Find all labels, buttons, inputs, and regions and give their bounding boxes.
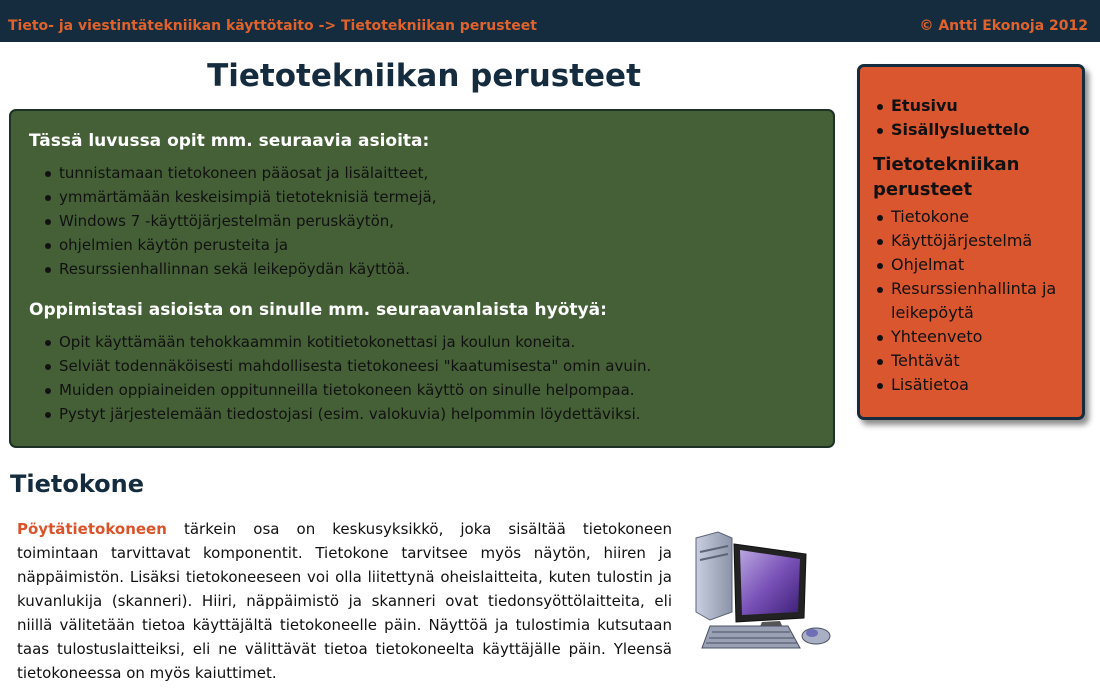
intro-heading-benefit: Oppimistasi asioista on sinulle mm. seuraavanlaista hyötyä: <box>29 300 607 320</box>
list-item: tunnistamaan tietokoneen pääosat ja lisälaitteet, <box>59 161 437 185</box>
breadcrumb-page-link[interactable]: Tietotekniikan perusteet <box>340 18 537 34</box>
list-item: Selviät todennäköisesti mahdollisesta tietokoneesi "kaatumisesta" omin avuin. <box>59 354 651 378</box>
sidebar-heading: Tietotekniikan perusteet <box>873 154 1020 200</box>
copyright-text: © Antti Ekonoja 2012 <box>919 18 1088 34</box>
list-item: Windows 7 -käyttöjärjestelmän peruskäytön, <box>59 209 437 233</box>
sidebar-link-yhteenveto[interactable]: Yhteenveto <box>891 325 1091 349</box>
intro-box <box>9 109 835 448</box>
sidebar-link-sisallysluettelo[interactable]: Sisällysluettelo <box>891 118 1030 142</box>
section-title-tietokone: Tietokone <box>10 470 145 498</box>
top-bar <box>0 0 1100 42</box>
list-item: Opit käyttämään tehokkaammin kotitietokonettasi ja koulun koneita. <box>59 330 651 354</box>
list-item: Pystyt järjestelemään tiedostojasi (esim. valokuvia) helpommin löydettäviksi. <box>59 402 651 426</box>
breadcrumb-course-link[interactable]: Tieto- ja viestintätekniikan käyttötaito <box>8 18 314 34</box>
sidebar-top-links <box>860 94 1030 142</box>
sidebar-nav <box>857 64 1085 420</box>
list-item: Resurssienhallinnan sekä leikepöydän käyttöä. <box>59 257 437 281</box>
list-item: ymmärtämään keskeisimpiä tietoteknisiä termejä, <box>59 185 437 209</box>
sidebar-link-kayttojarjestelma[interactable]: Käyttöjärjestelmä <box>891 229 1091 253</box>
intro-heading-learn: Tässä luvussa opit mm. seuraavia asioita: <box>29 131 430 151</box>
sidebar-link-tehtavat[interactable]: Tehtävät <box>891 349 1091 373</box>
section-paragraph <box>17 517 672 685</box>
sidebar-link-resurssienhallinta[interactable]: Resurssienhallinta ja leikepöytä <box>891 277 1091 325</box>
list-item: ohjelmien käytön perusteita ja <box>59 233 437 257</box>
sidebar-link-tietokone[interactable]: Tietokone <box>891 205 1091 229</box>
desktop-computer-icon <box>688 530 838 650</box>
sidebar-link-ohjelmat[interactable]: Ohjelmat <box>891 253 1091 277</box>
learn-list <box>29 161 437 281</box>
page-title: Tietotekniikan perusteet <box>207 58 641 94</box>
sidebar-link-etusivu[interactable]: Etusivu <box>891 94 1030 118</box>
benefit-list <box>29 330 651 426</box>
sidebar-chapter-links <box>860 205 1091 397</box>
sidebar-link-lisatietoa[interactable]: Lisätietoa <box>891 373 1091 397</box>
breadcrumb <box>8 18 537 34</box>
highlight-term: Pöytätietokoneen <box>17 520 167 538</box>
list-item: Muiden oppiaineiden oppitunneilla tietokoneen käyttö on sinulle helpompaa. <box>59 378 651 402</box>
breadcrumb-separator: -> <box>318 18 337 34</box>
paragraph-text: tärkein osa on keskusyksikkö, joka sisältää tietokoneen toimintaan tarvittavat komponentit. Tietokone tarvitsee myös näytön, hiiren ja näppäimistön. Lisäksi tietokoneeseen voi olla liitettynä oheislaitteita, kuten tulostin ja kuvanlukija (skanneri). Hiiri, näppäimistö ja skanneri ovat tiedonsyöttölaitteita, eli niillä välitetään tietoa käyttäjältä tietokoneelle päin. Näyttöä ja tulostimia kutsutaan taas tulostuslaitteiksi, eli ne välittävät tietoa tietokoneelta käyttäjälle päin. Yleensä tietokoneessa on myös kaiuttimet. <box>17 520 672 682</box>
